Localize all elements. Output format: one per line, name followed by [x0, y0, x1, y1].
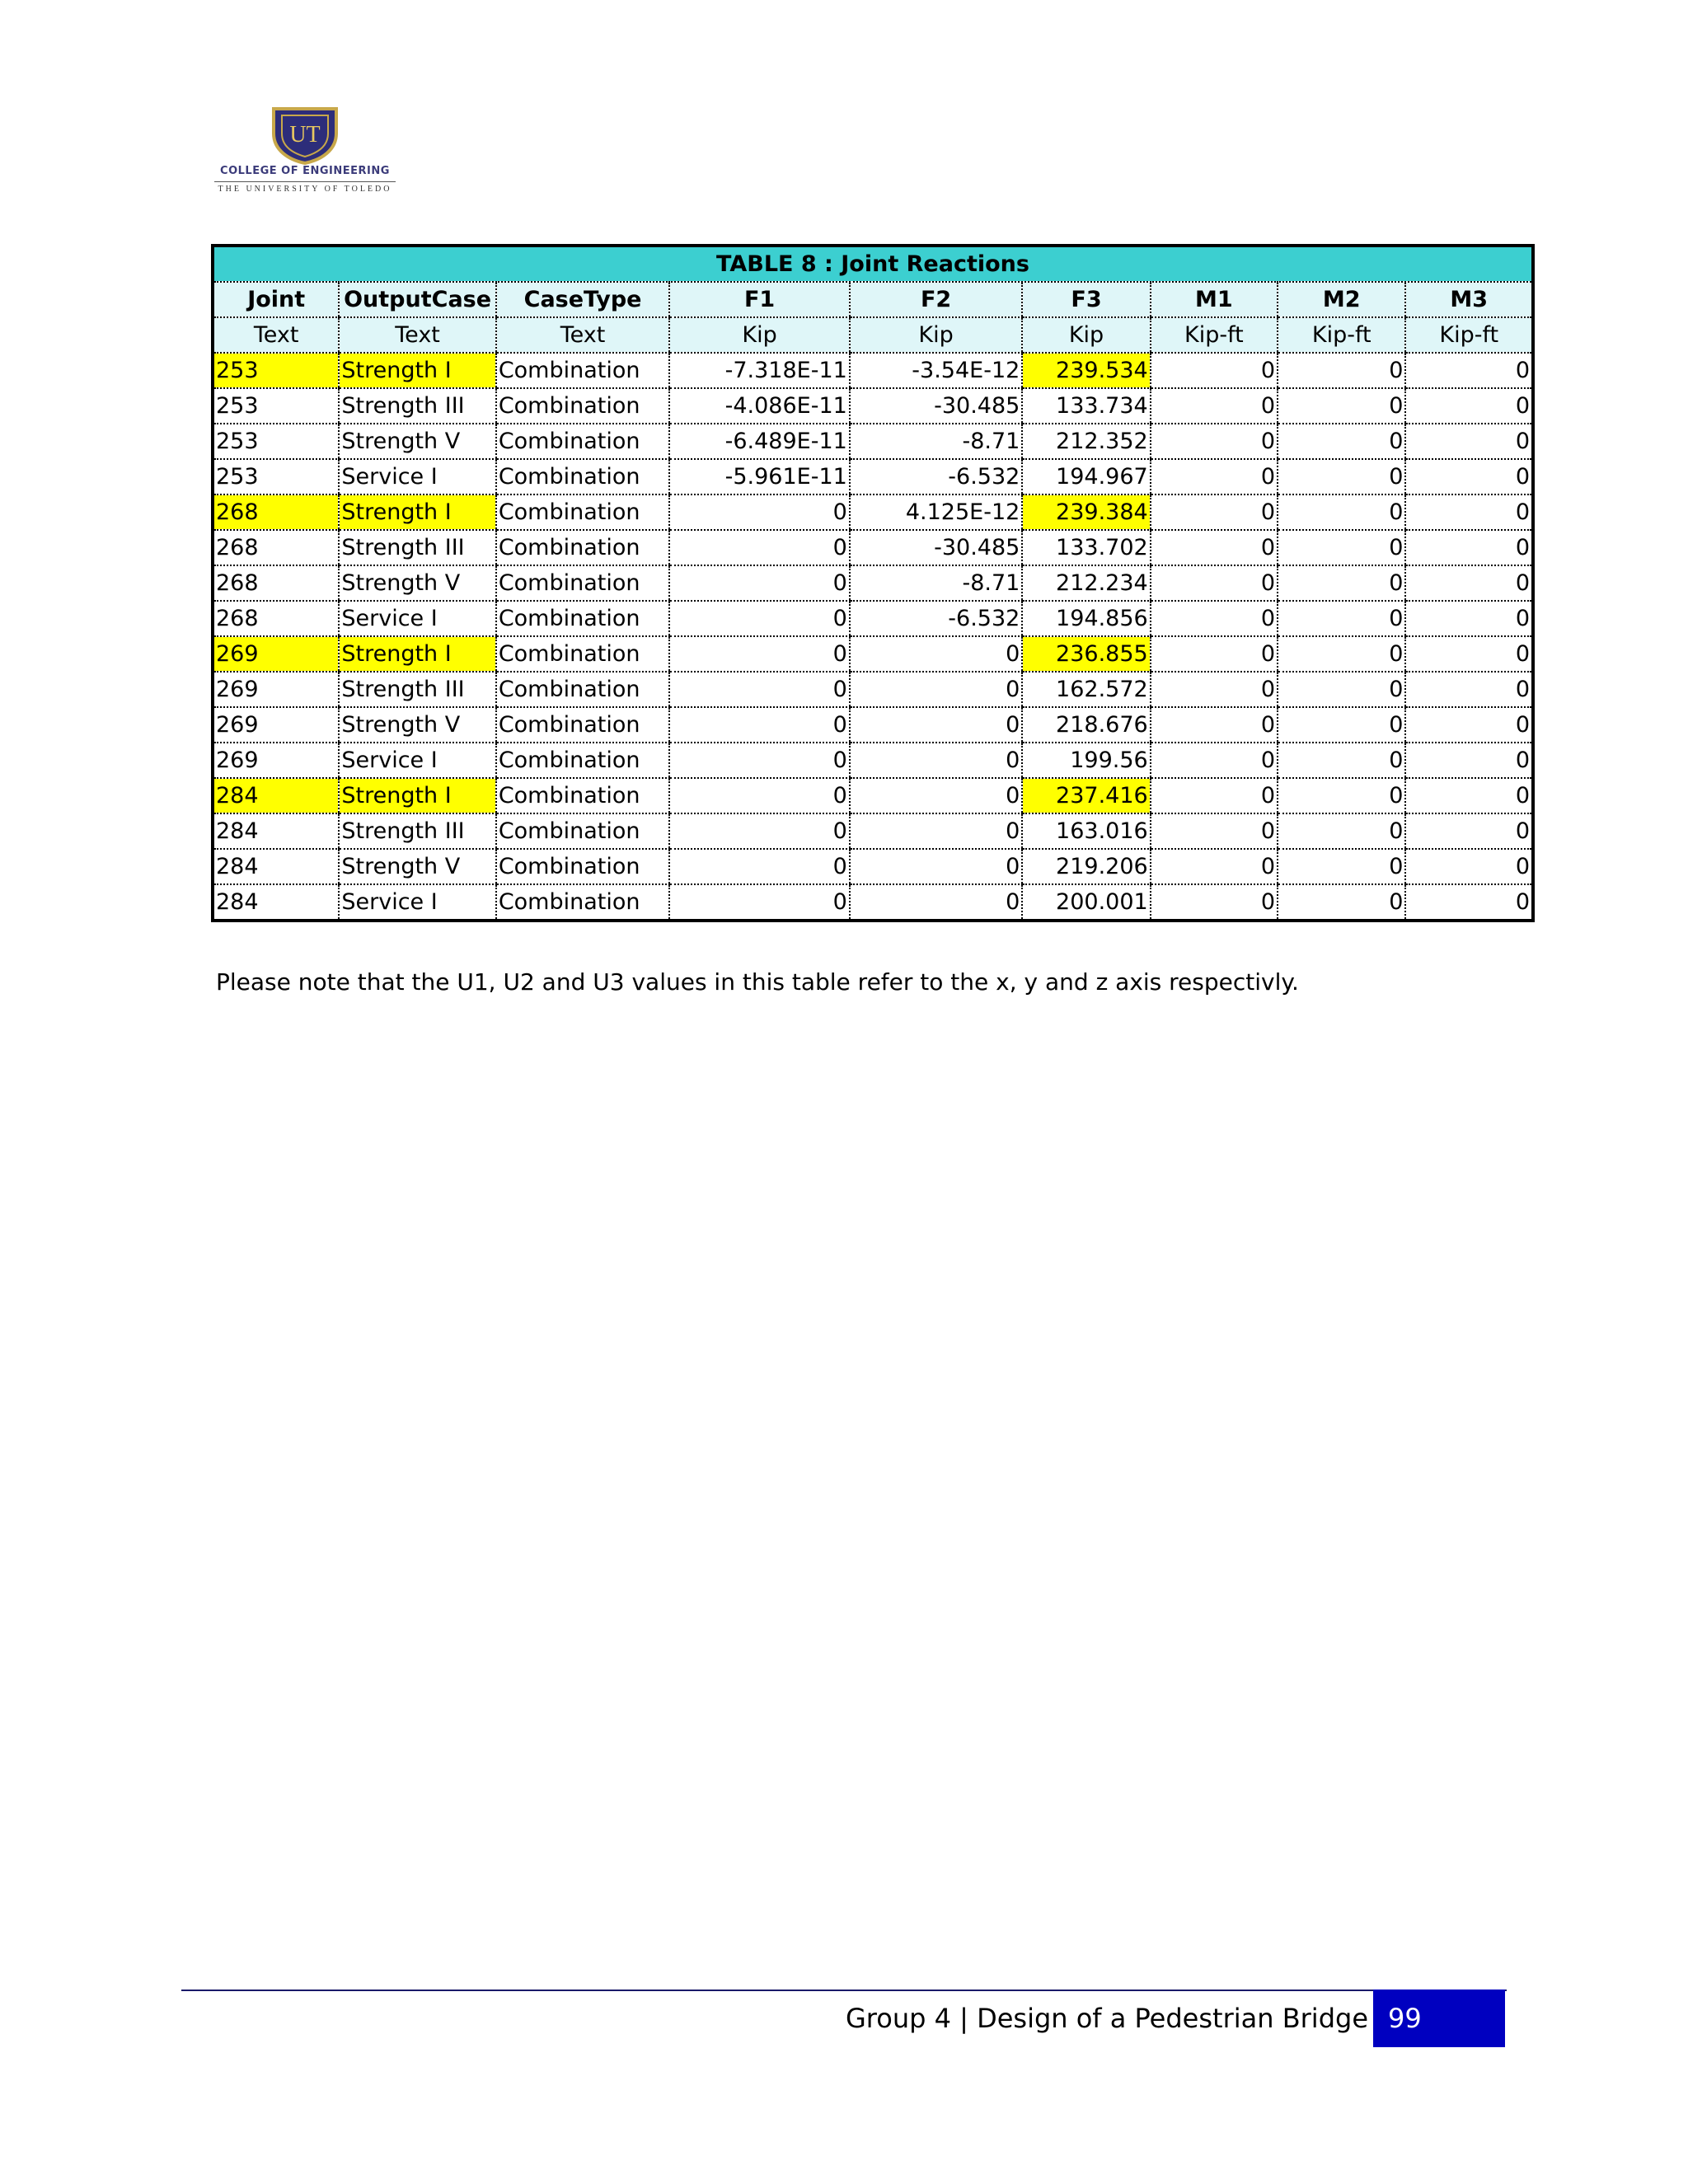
table-cell: Combination: [496, 636, 670, 672]
table-cell: 0: [850, 672, 1023, 707]
table-cell: 0: [1278, 743, 1405, 778]
table-cell: Service I: [339, 743, 495, 778]
table-cell: 269: [213, 743, 339, 778]
column-header: Joint: [213, 282, 339, 317]
table-cell: 284: [213, 849, 339, 884]
table-cell: 0: [1405, 813, 1533, 849]
table-cell: 0: [1151, 388, 1278, 424]
table-cell: 0: [669, 884, 850, 921]
table-cell: 0: [1151, 707, 1278, 743]
table-cell: 163.016: [1022, 813, 1150, 849]
table-cell: 268: [213, 601, 339, 636]
table-cell: 0: [669, 743, 850, 778]
table-cell: Combination: [496, 884, 670, 921]
table-cell: 0: [850, 813, 1023, 849]
table-cell: -6.489E-11: [669, 424, 850, 459]
table-cell: Combination: [496, 459, 670, 494]
table-cell: 284: [213, 813, 339, 849]
table-cell: 0: [1405, 601, 1533, 636]
table-cell: 0: [1278, 672, 1405, 707]
table-cell: 0: [850, 778, 1023, 813]
table-cell: -5.961E-11: [669, 459, 850, 494]
table-cell: Service I: [339, 884, 495, 921]
table-cell: 0: [1278, 884, 1405, 921]
table-cell: 269: [213, 672, 339, 707]
table-cell: 0: [850, 743, 1023, 778]
table-cell: 0: [1405, 424, 1533, 459]
column-unit: Kip: [850, 317, 1023, 353]
joint-reactions-table-wrapper: [211, 244, 1535, 922]
table-cell: 0: [1405, 494, 1533, 530]
table-row: [213, 884, 1533, 921]
column-unit: Kip: [1022, 317, 1150, 353]
table-cell: 0: [1151, 743, 1278, 778]
table-cell: 0: [1151, 459, 1278, 494]
table-cell: 0: [1405, 565, 1533, 601]
table-cell: 0: [1151, 424, 1278, 459]
table-cell: 0: [1405, 778, 1533, 813]
table-cell: 0: [1151, 778, 1278, 813]
page-number: 99: [1388, 2003, 1422, 2034]
table-cell: Combination: [496, 778, 670, 813]
table-cell: Combination: [496, 813, 670, 849]
table-note: Please note that the U1, U2 and U3 values in this table refer to the x, y and z axis respectivly.: [216, 968, 1299, 996]
table-cell: Combination: [496, 565, 670, 601]
table-cell: 0: [669, 778, 850, 813]
table-row: [213, 530, 1533, 565]
table-cell: 0: [1151, 565, 1278, 601]
table-cell: 0: [1405, 636, 1533, 672]
page-number-box: [1373, 1990, 1505, 2047]
university-name: THE UNIVERSITY OF TOLEDO: [218, 185, 392, 194]
table-cell: Strength III: [339, 530, 495, 565]
table-cell: 0: [1278, 530, 1405, 565]
column-header: M1: [1151, 282, 1278, 317]
table-cell: 0: [1278, 353, 1405, 388]
table-cell: 194.856: [1022, 601, 1150, 636]
column-header: M3: [1405, 282, 1533, 317]
table-row: [213, 601, 1533, 636]
table-cell: 253: [213, 459, 339, 494]
table-cell: 0: [1278, 388, 1405, 424]
table-cell: Strength III: [339, 672, 495, 707]
table-cell: 0: [1151, 530, 1278, 565]
table-cell: 0: [850, 636, 1023, 672]
column-header: CaseType: [496, 282, 670, 317]
table-cell: 0: [1278, 494, 1405, 530]
table-cell: Strength I: [339, 778, 495, 813]
table-cell: 0: [1278, 565, 1405, 601]
table-cell: Combination: [496, 849, 670, 884]
logo-divider: [214, 181, 396, 182]
table-cell: 284: [213, 778, 339, 813]
footer-rule: [181, 1990, 1507, 1991]
table-cell: 0: [669, 530, 850, 565]
table-cell: 269: [213, 707, 339, 743]
column-header: F2: [850, 282, 1023, 317]
table-row: [213, 636, 1533, 672]
table-cell: 0: [1151, 601, 1278, 636]
table-cell: 199.56: [1022, 743, 1150, 778]
table-cell: 269: [213, 636, 339, 672]
joint-reactions-table: [211, 244, 1535, 922]
table-cell: Service I: [339, 601, 495, 636]
table-cell: 194.967: [1022, 459, 1150, 494]
table-cell: 4.125E-12: [850, 494, 1023, 530]
table-cell: 0: [669, 672, 850, 707]
table-cell: 0: [1278, 424, 1405, 459]
table-cell: 239.384: [1022, 494, 1150, 530]
table-cell: 268: [213, 565, 339, 601]
column-unit: Kip-ft: [1278, 317, 1405, 353]
table-cell: 133.702: [1022, 530, 1150, 565]
svg-text:UT: UT: [289, 122, 321, 148]
table-cell: 0: [669, 707, 850, 743]
table-cell: 237.416: [1022, 778, 1150, 813]
table-cell: Combination: [496, 743, 670, 778]
table-row: [213, 353, 1533, 388]
table-cell: 0: [1278, 601, 1405, 636]
table-cell: 0: [1278, 849, 1405, 884]
table-cell: 0: [1405, 459, 1533, 494]
table-cell: Combination: [496, 353, 670, 388]
table-cell: Combination: [496, 530, 670, 565]
table-cell: -8.71: [850, 565, 1023, 601]
table-cell: 268: [213, 494, 339, 530]
table-cell: 0: [1278, 636, 1405, 672]
table-cell: Strength I: [339, 636, 495, 672]
table-cell: 0: [1278, 459, 1405, 494]
table-row: [213, 813, 1533, 849]
table-cell: Strength V: [339, 849, 495, 884]
shield-icon: [270, 105, 340, 165]
table-cell: Strength V: [339, 707, 495, 743]
table-row: [213, 778, 1533, 813]
table-cell: -8.71: [850, 424, 1023, 459]
table-cell: -6.532: [850, 601, 1023, 636]
column-unit: Text: [213, 317, 339, 353]
table-cell: Combination: [496, 424, 670, 459]
table-cell: 284: [213, 884, 339, 921]
table-row: [213, 565, 1533, 601]
table-cell: 133.734: [1022, 388, 1150, 424]
table-cell: 268: [213, 530, 339, 565]
footer-text: Group 4 | Design of a Pedestrian Bridge: [845, 2003, 1368, 2034]
table-cell: 0: [669, 813, 850, 849]
table-cell: 0: [1405, 849, 1533, 884]
table-cell: Strength III: [339, 813, 495, 849]
table-cell: -7.318E-11: [669, 353, 850, 388]
table-cell: 219.206: [1022, 849, 1150, 884]
column-unit: Text: [339, 317, 495, 353]
table-cell: 0: [669, 565, 850, 601]
table-row: [213, 672, 1533, 707]
table-cell: 253: [213, 353, 339, 388]
table-cell: -30.485: [850, 388, 1023, 424]
table-cell: 253: [213, 388, 339, 424]
column-header: M2: [1278, 282, 1405, 317]
table-row: [213, 494, 1533, 530]
table-cell: Strength I: [339, 494, 495, 530]
table-cell: 0: [1405, 672, 1533, 707]
table-cell: 253: [213, 424, 339, 459]
table-cell: 0: [1405, 388, 1533, 424]
table-cell: 0: [1405, 743, 1533, 778]
column-unit: Kip: [669, 317, 850, 353]
column-unit: Kip-ft: [1405, 317, 1533, 353]
table-row: [213, 743, 1533, 778]
table-cell: 0: [1151, 494, 1278, 530]
table-cell: 0: [850, 849, 1023, 884]
column-unit: Kip-ft: [1151, 317, 1278, 353]
table-row: [213, 707, 1533, 743]
column-header: OutputCase: [339, 282, 495, 317]
table-cell: 239.534: [1022, 353, 1150, 388]
table-cell: 0: [1405, 707, 1533, 743]
table-cell: 0: [1151, 672, 1278, 707]
table-cell: 0: [1278, 813, 1405, 849]
table-cell: -30.485: [850, 530, 1023, 565]
table-cell: -3.54E-12: [850, 353, 1023, 388]
table-cell: 0: [850, 884, 1023, 921]
table-cell: 0: [669, 636, 850, 672]
table-cell: 0: [1405, 353, 1533, 388]
table-cell: -4.086E-11: [669, 388, 850, 424]
table-cell: 200.001: [1022, 884, 1150, 921]
column-header: F1: [669, 282, 850, 317]
table-cell: Strength III: [339, 388, 495, 424]
table-cell: Combination: [496, 672, 670, 707]
table-cell: 218.676: [1022, 707, 1150, 743]
table-cell: 0: [1405, 530, 1533, 565]
table-cell: 0: [1151, 884, 1278, 921]
table-cell: 0: [1278, 707, 1405, 743]
table-cell: 0: [669, 494, 850, 530]
table-cell: Strength V: [339, 565, 495, 601]
table-cell: 0: [1405, 884, 1533, 921]
table-cell: 0: [669, 849, 850, 884]
ut-logo: [206, 99, 404, 198]
table-cell: Combination: [496, 494, 670, 530]
table-cell: 0: [1151, 353, 1278, 388]
table-cell: -6.532: [850, 459, 1023, 494]
table-cell: 0: [850, 707, 1023, 743]
table-cell: 0: [1151, 849, 1278, 884]
college-name: COLLEGE OF ENGINEERING: [220, 165, 390, 177]
table-cell: 236.855: [1022, 636, 1150, 672]
table-cell: 0: [1151, 636, 1278, 672]
table-row: [213, 388, 1533, 424]
table-cell: Service I: [339, 459, 495, 494]
table-cell: 162.572: [1022, 672, 1150, 707]
table-title: TABLE 8 : Joint Reactions: [213, 246, 1533, 282]
table-cell: 212.352: [1022, 424, 1150, 459]
table-cell: Combination: [496, 601, 670, 636]
column-header: F3: [1022, 282, 1150, 317]
table-cell: Combination: [496, 388, 670, 424]
column-unit: Text: [496, 317, 670, 353]
table-row: [213, 424, 1533, 459]
table-cell: Strength I: [339, 353, 495, 388]
table-cell: 0: [1278, 778, 1405, 813]
table-cell: 0: [669, 601, 850, 636]
table-cell: 212.234: [1022, 565, 1150, 601]
table-cell: Combination: [496, 707, 670, 743]
table-row: [213, 849, 1533, 884]
table-cell: 0: [1151, 813, 1278, 849]
table-row: [213, 459, 1533, 494]
table-cell: Strength V: [339, 424, 495, 459]
